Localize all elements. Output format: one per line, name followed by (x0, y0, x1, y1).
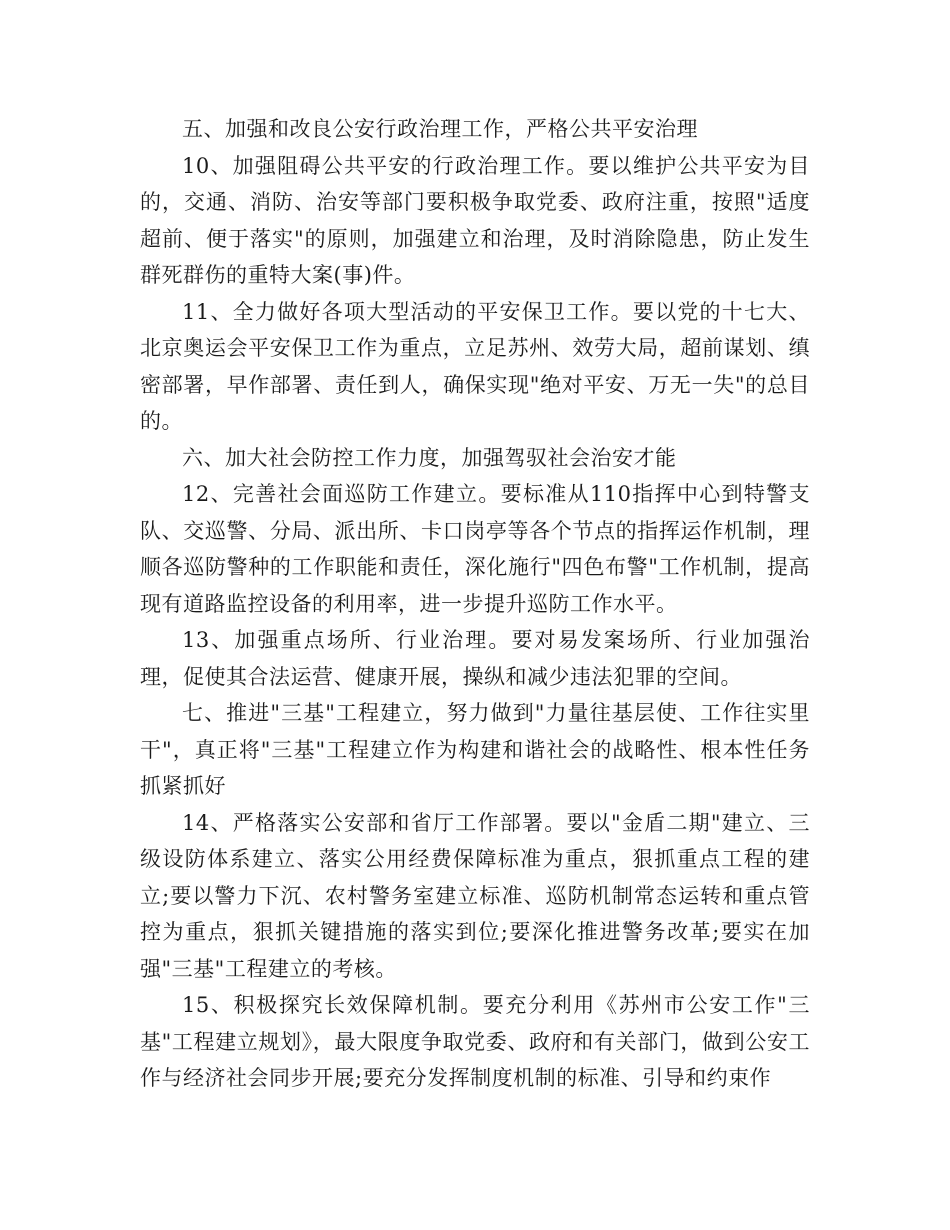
document-page (140, 111, 810, 1097)
section-heading-7: 七、推进"三基"工程建立，努力做到"力量往基层使、工作往实里干"，真正将"三基"工程建立作为构建和谐社会的战略性、根本性任务抓紧抓好 (140, 701, 810, 798)
paragraph-item-11: 11、全力做好各项大型活动的平安保卫工作。要以党的十七大、北京奥运会平安保卫工作为重点，立足苏州、效劳大局，超前谋划、缜密部署，早作部署、责任到人，确保实现"绝对平安、万无一失"的总目的。 (140, 299, 810, 433)
section-heading-6: 六、加大社会防控工作力度，加强驾驭社会治安才能 (182, 445, 677, 470)
paragraph-item-14: 14、严格落实公安部和省厅工作部署。要以"金盾二期"建立、三级设防体系建立、落实公用经费保障标准为重点，狠抓重点工程的建立;要以警力下沉、农村警务室建立标准、巡防机制常态运转和重点管控为重点，狠抓关键措施的落实到位;要深化推进警务改革;要实在加强"三基"工程建立的考核。 (140, 810, 810, 981)
paragraph-item-12: 12、完善社会面巡防工作建立。要标准从110指挥中心到特警支队、交巡警、分局、派出所、卡口岗亭等各个节点的指挥运作机制，理顺各巡防警种的工作职能和责任，深化施行"四色布警"工作机制，提高现有道路监控设备的利用率，进一步提升巡防工作水平。 (140, 482, 810, 616)
paragraph-item-10: 10、加强阻碍公共平安的行政治理工作。要以维护公共平安为目的，交通、消防、治安等部门要积极争取党委、政府注重，按照"适度超前、便于落实"的原则，加强建立和治理，及时消除隐患，防止发生群死群伤的重特大案(事)件。 (140, 153, 810, 287)
section-heading-5: 五、加强和改良公安行政治理工作，严格公共平安治理 (182, 117, 698, 141)
paragraph-item-13: 13、加强重点场所、行业治理。要对易发案场所、行业加强治理，促使其合法运营、健康开展，操纵和减少违法犯罪的空间。 (140, 628, 810, 689)
paragraph-item-15: 15、积极探究长效保障机制。要充分利用《苏州市公安工作"三基"工程建立规划》，最大限度争取党委、政府和有关部门，做到公安工作与经济社会同步开展;要充分发挥制度机制的标准、引导和约束作 (140, 993, 810, 1090)
